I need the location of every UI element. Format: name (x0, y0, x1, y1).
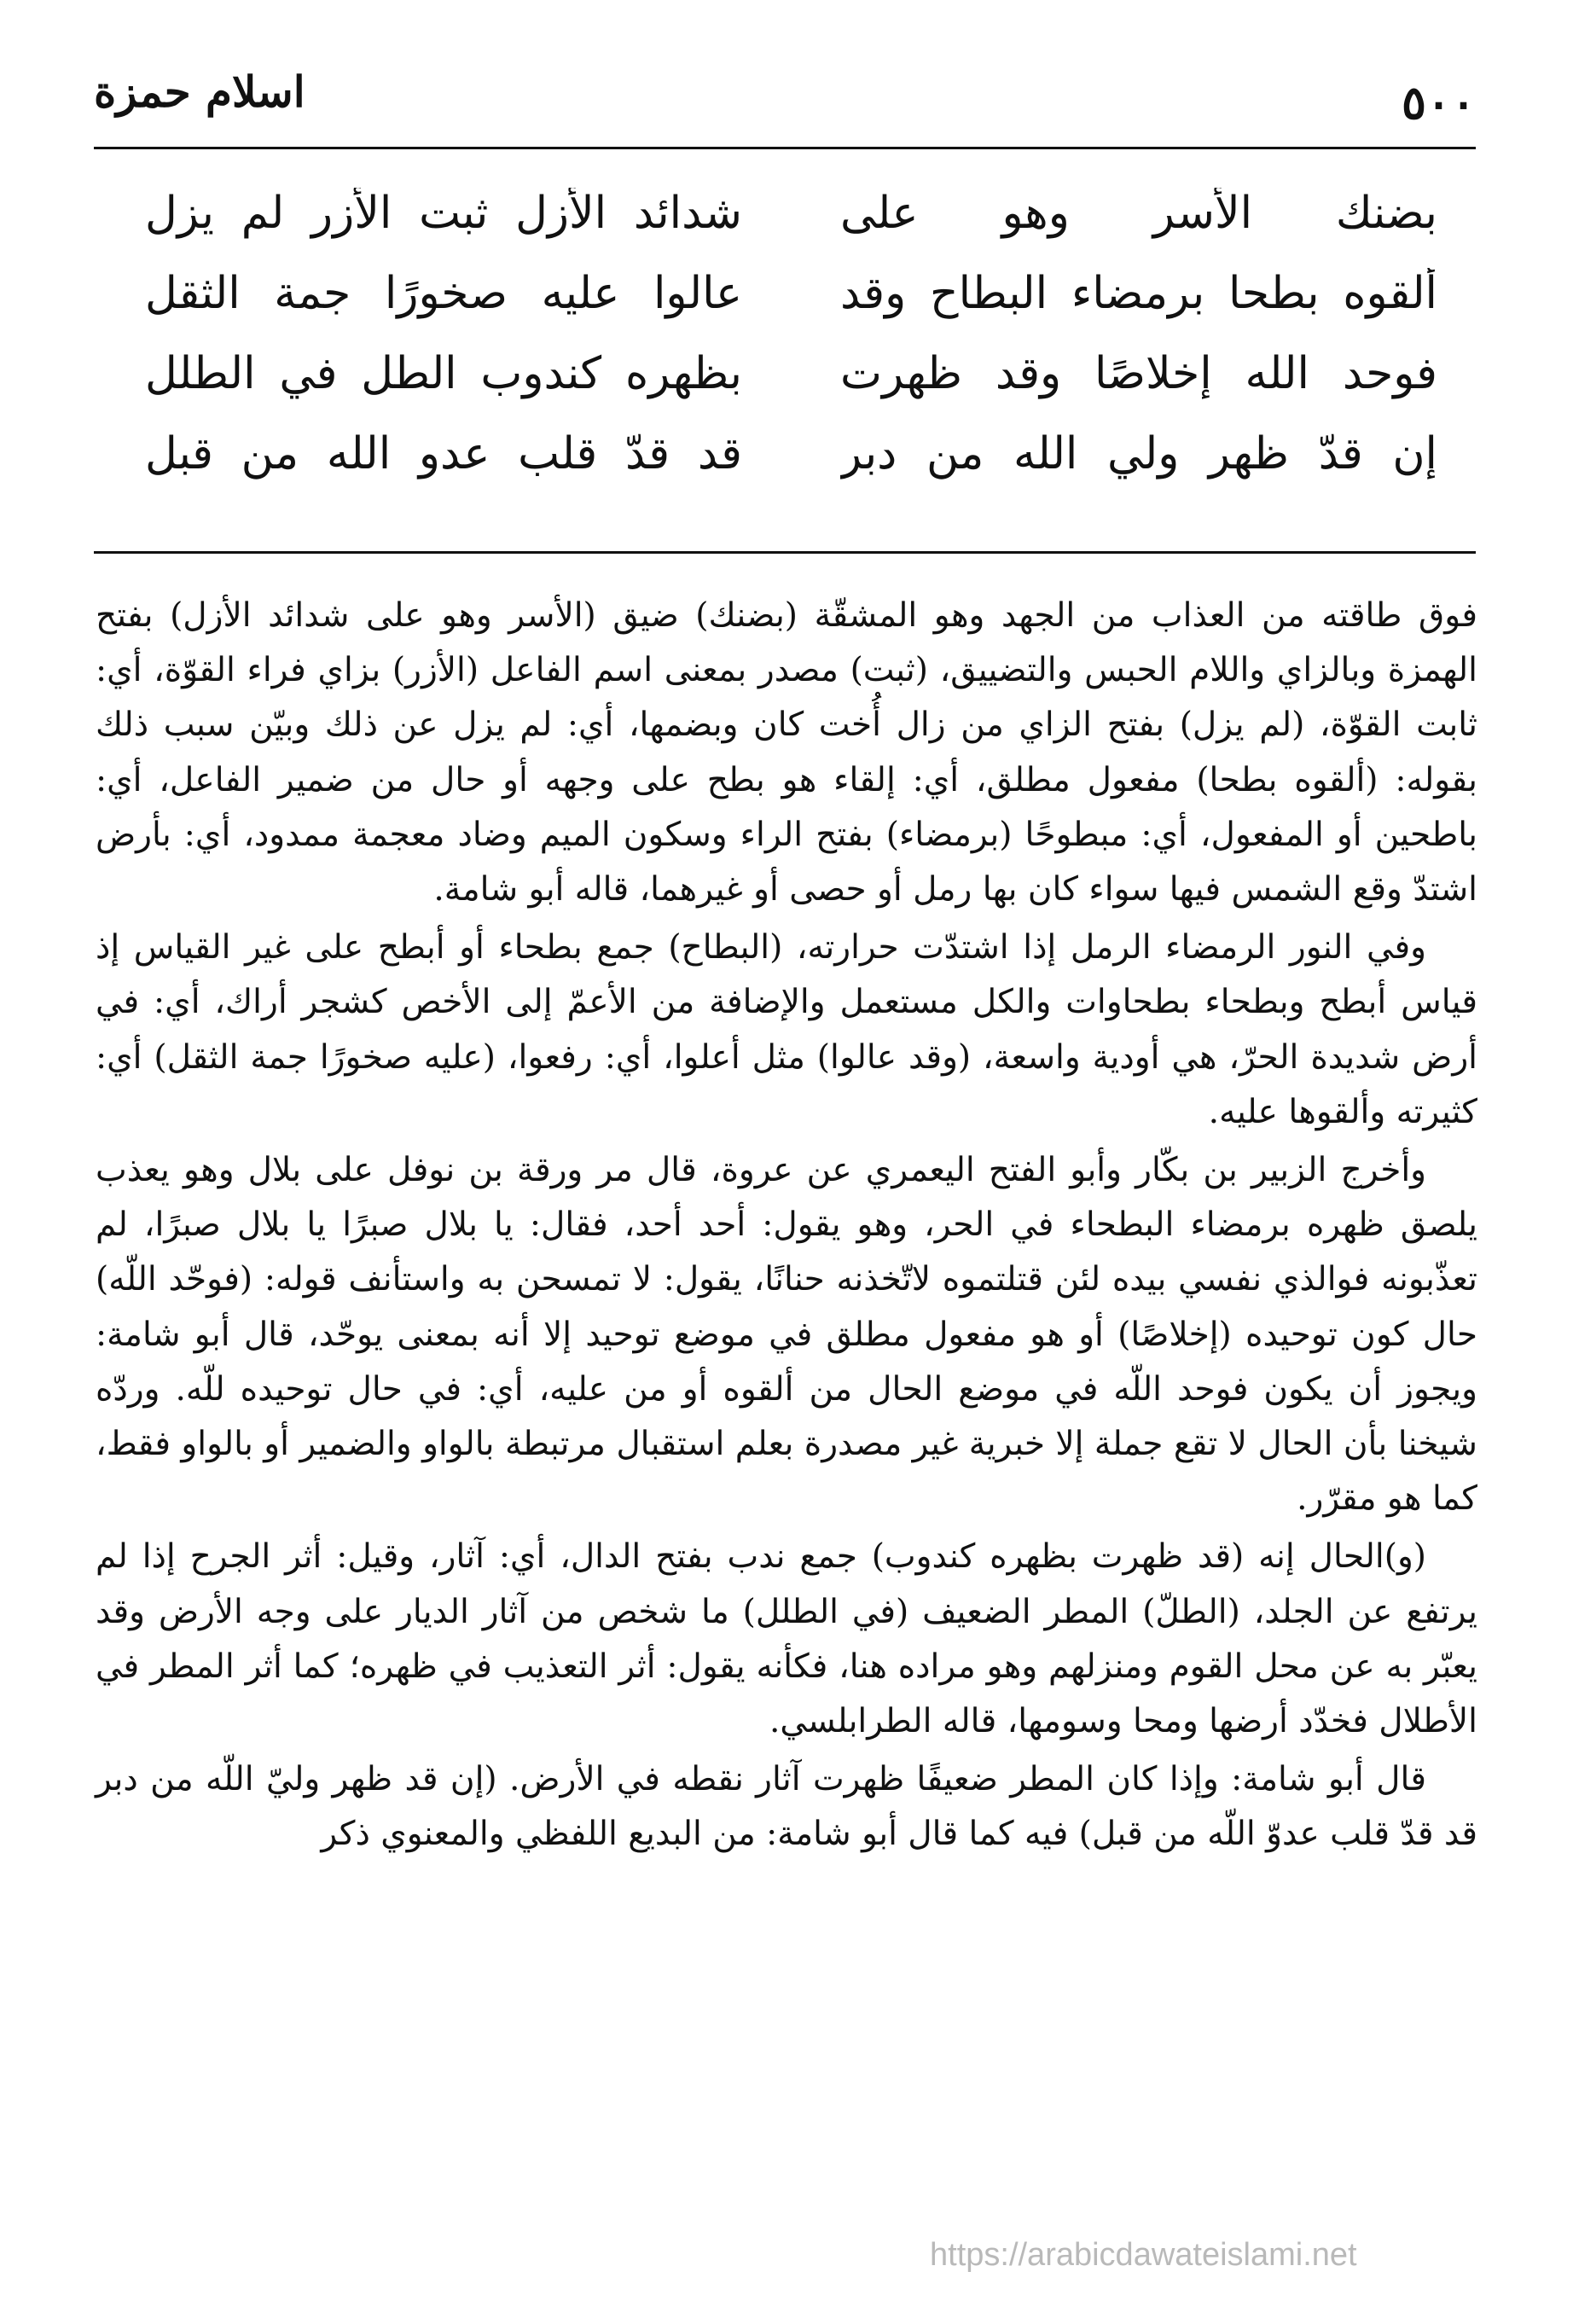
verse-second-hemistich: قد قدّ قلب عدو الله من قبل (145, 428, 742, 479)
verse-line (145, 348, 1437, 423)
commentary-text (96, 589, 1477, 2261)
verse-first-hemistich: ألقوه بطحا برمضاء البطاح وقد (840, 268, 1437, 319)
commentary-paragraph: (و)الحال إنه (قد ظهرت بظهره كندوب) جمع ندب بفتح الدال، أي: آثار، وقيل: أثر الجرح إذا لم يرتفع عن الجلد، (الطلّ) المطر الضعيف (في الطلل) ما شخص من آثار الديار على وجه الأرض وقد يعبّر به عن محل القوم ومنزلهم وهو مراده هنا، فكأنه يقول: أثر التعذيب في ظهره؛ كما أثر المطر في الأطلال فخدّد أرضها ومحا وسومها، قاله الطرابلسي. (96, 1537, 1477, 1741)
commentary-paragraph: قال أبو شامة: وإذا كان المطر ضعيفًا ظهرت آثار نقطه في الأرض. (إن قد ظهر وليّ اللّه من دبر قد قدّ قلب عدوّ اللّه من قبل) فيه كما قال أبو شامة: من البديع اللفظي والمعنوي ذكر (96, 1760, 1477, 1854)
verse-second-hemistich: شدائد الأزل ثبت الأزر لم يزل (145, 188, 742, 239)
running-title: اسلام حمزة (94, 67, 305, 117)
poem-verses (145, 188, 1437, 520)
verse-first-hemistich: فوحد الله إخلاصًا وقد ظهرت (840, 348, 1437, 399)
section-rule (94, 551, 1476, 554)
verse-second-hemistich: بظهره كندوب الطل في الطلل (145, 348, 742, 399)
header-rule (94, 147, 1476, 149)
verse-line (145, 268, 1437, 343)
verse-first-hemistich: إن قدّ ظهر ولي الله من دبر (840, 428, 1437, 479)
verse-second-hemistich: عالوا عليه صخورًا جمة الثقل (145, 268, 742, 319)
commentary-paragraph: فوق طاقته من العذاب من الجهد وهو المشقّة (بضنك) ضيق (الأسر وهو على شدائد الأزل) بفتح الهمزة وبالزاي واللام الحبس والتضييق، (ثبت) مصدر بمعنى اسم الفاعل (الأزر) بزاي فراء القوّة، أي: ثابت القوّة، (لم يزل) بفتح الزاي من زال أُخت كان وبضمها، أي: لم يزل عن ذلك وبيّن سبب ذلك بقوله: (ألقوه بطحا) مفعول مطلق، أي: إلقاء هو بطح على وجهه أو حال من ضمير الفاعل، أي: باطحين أو المفعول، أي: مبطوحًا (برمضاء) بفتح الراء وسكون الميم وضاد معجمة ممدود، أي: بأرض اشتدّ وقع الشمس فيها سواء كان بها رمل أو حصى أو غيرهما، قاله أبو شامة. (96, 596, 1477, 909)
page-number: ٥٠٠ (1401, 75, 1476, 130)
verse-line (145, 428, 1437, 503)
verse-line (145, 188, 1437, 263)
commentary-paragraph: وفي النور الرمضاء الرمل إذا اشتدّت حرارته، (البطاح) جمع بطحاء أو أبطح على غير القياس إذ قياس أبطح وبطحاء بطحاوات والكل مستعمل والإضافة من الأعمّ إلى الأخص كشجر أراك، أي: في أرض شديدة الحرّ، هي أودية واسعة، (وقد عالوا) مثل أعلوا، أي: رفعوا، (عليه صخورًا جمة الثقل) أي: كثيرته وألقوها عليه. (96, 928, 1477, 1131)
commentary-paragraph: وأخرج الزبير بن بكّار وأبو الفتح اليعمري عن عروة، قال مر ورقة بن نوفل على بلال وهو يعذب يلصق ظهره برمضاء البطحاء في الحر، وهو يقول: أحد أحد، فقال: يا بلال صبرًا يا بلال صبرًا، لم تعذّبونه فوالذي نفسي بيده لئن قتلتموه لاتّخذنه حنانًا، يقول: لا تمسحن به واستأنف قوله: (فوحّد اللّه) حال كون توحيده (إخلاصًا) أو هو مفعول مطلق في موضع توحيد إلا أنه بمعنى يوحّد، قال أبو شامة: ويجوز أن يكون فوحد اللّه في موضع الحال من ألقوه أو من عليه، أي: في حال توحيده للّه. وردّه شيخنا بأن الحال لا تقع جملة إلا خبرية غير مصدرة بعلم استقبال مرتبطة بالواو والضمير أو بالواو فقط، كما هو مقرّر. (96, 1151, 1477, 1519)
page-header (94, 67, 1476, 143)
verse-first-hemistich: بضنك الأسر وهو على (840, 188, 1437, 239)
watermark-url: https://arabicdawateislami.net (930, 2237, 1357, 2273)
